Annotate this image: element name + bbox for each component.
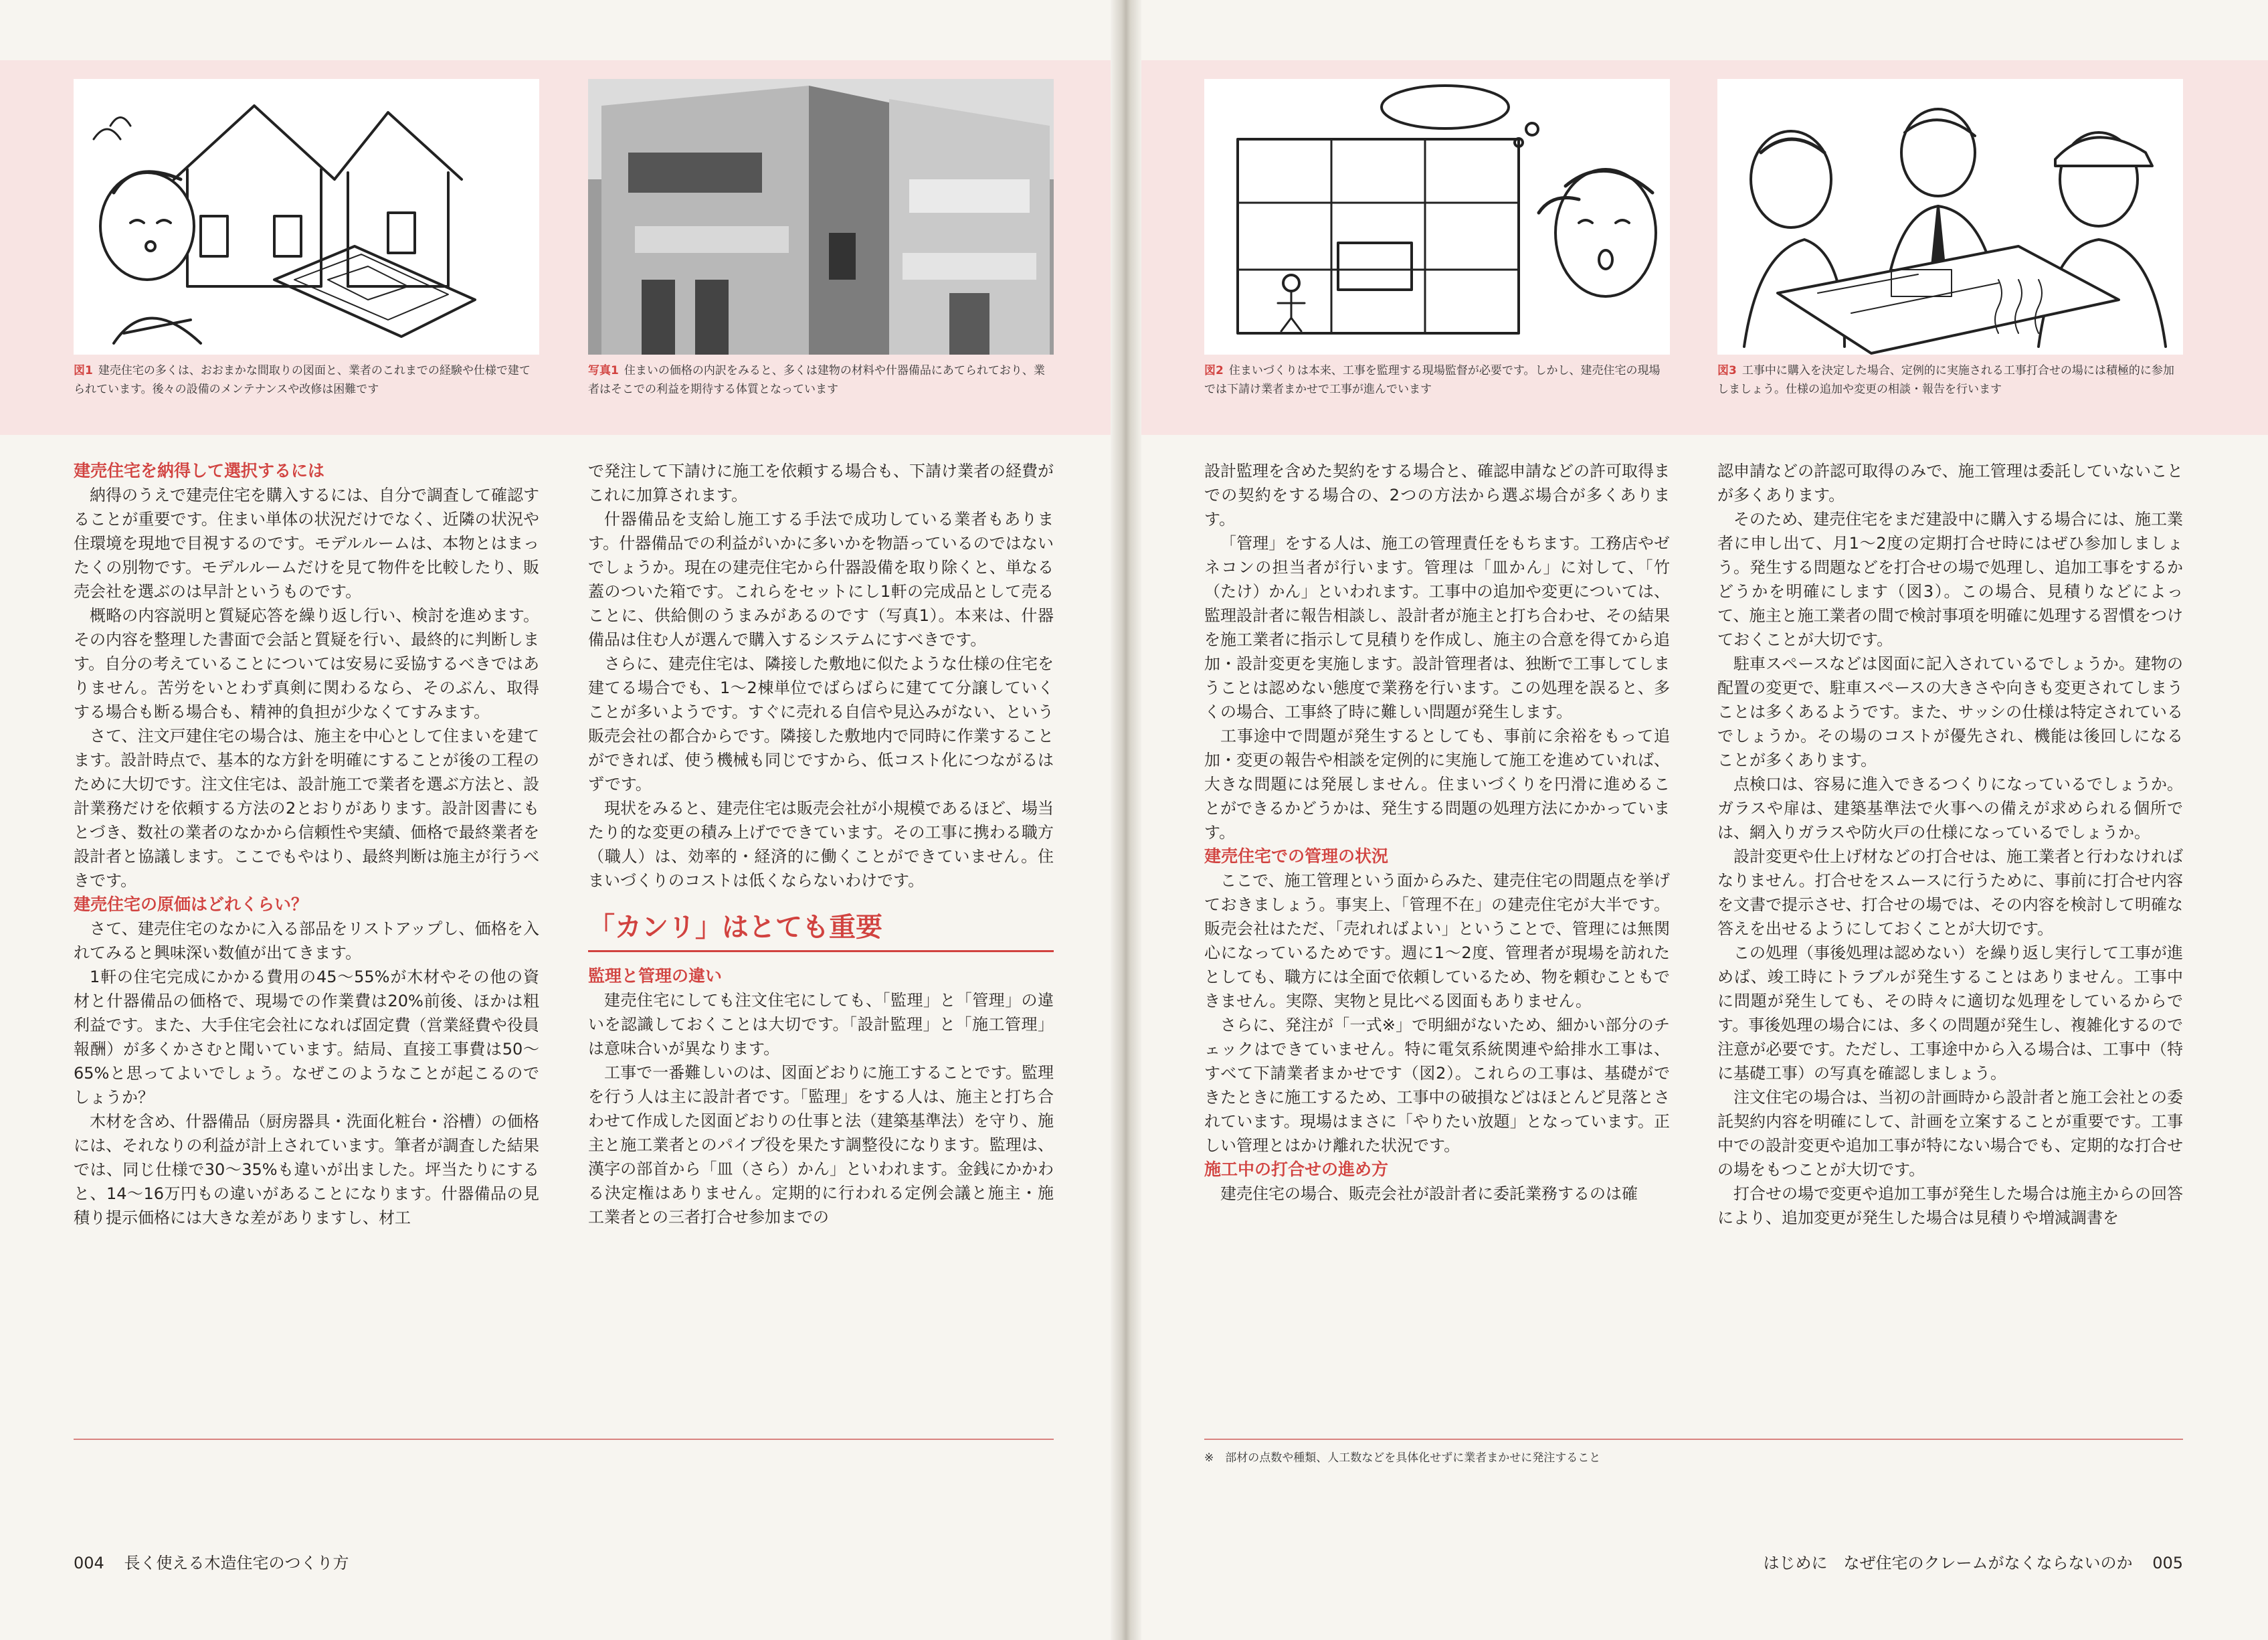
photo-1-houses — [588, 79, 1054, 355]
section-heading: 施工中の打合せの進め方 — [1204, 1160, 1389, 1179]
figure-3-illustration — [1717, 79, 2183, 355]
caption-text: 建売住宅の多くは、おおまかな間取りの図面と、業者のこれまでの経験や仕様で建てられています。後々の設備のメンテナンスや改修は困難です — [74, 364, 531, 396]
caption-figure-1 — [74, 361, 539, 399]
paragraph: 注文住宅の場合は、当初の計画時から設計者と施工会社との委託契約内容を明確にして、計画を立案することが重要です。工事中での設計変更や追加工事が特にない場合でも、定期的な打合せの場をもつことが大切です。 — [1717, 1088, 2183, 1179]
text-column-1 — [74, 459, 539, 1230]
paragraph: ここで、施工管理という面からみた、建売住宅の問題点を挙げておきましょう。事実上、「管理不在」の建売住宅が大半です。販売会社はただ、「売れればよい」ということで、管理には無関心になっているためです。週に1〜2度、管理者が現場を訪れたとしても、職方には全面で依頼しているため、物を頼むこともできません。実際、実物と見比べる図面もありません。 — [1204, 871, 1670, 1010]
section-heading: 建売住宅を納得して選択するには — [74, 461, 325, 480]
caption-figure-3 — [1717, 361, 2183, 399]
page-folio-left — [74, 1550, 349, 1573]
paragraph: 1軒の住宅完成にかかる費用の45〜55%が木材やその他の資材と什器備品の価格で、現場での作業費は20%前後、ほかは粗利益です。また、大手住宅会社になれば固定費（営業経費や役員報酬）が多くかさむと聞いています。結局、直接工事費は50〜65%と思ってよいでしょう。なぜこのようなことが起こるのでしょうか？ — [74, 968, 539, 1107]
paragraph: 納得のうえで建売住宅を購入するには、自分で調査して確認することが重要です。住まい単体の状況だけでなく、近隣の状況や住環境を現地で目視するのです。モデルルームは、本物とはまったくの別物です。モデルルームだけを見て物件を比較したり、販売会社を選ぶのは早計というものです。 — [74, 486, 539, 601]
paragraph: 建売住宅にしても注文住宅にしても、「監理」と「管理」の違いを認識しておくことは大切です。「設計監理」と「施工管理」は意味合いが異なります。 — [588, 991, 1054, 1058]
caption-figure-2 — [1204, 361, 1670, 399]
caption-label: 図3 — [1717, 364, 1737, 377]
caption-label: 図1 — [74, 364, 93, 377]
paragraph: 概略の内容説明と質疑応答を繰り返し行い、検討を進めます。その内容を整理した書面で会話と質疑を行い、最終的に判断します。自分の考えていることについては安易に妥協するべきではありません。苦労をいとわず真剣に関わるなら、そのぶん、取得する場合も断る場合も、精神的負担が少なくてすみます。 — [74, 606, 539, 721]
paragraph: 建売住宅の場合、販売会社が設計者に委託業務するのは確 — [1220, 1184, 1638, 1203]
caption-label: 図2 — [1204, 364, 1224, 377]
paragraph: 認申請などの許認可取得のみで、施工管理は委託していないことが多くあります。 — [1717, 462, 2183, 505]
text-column-2 — [588, 459, 1054, 1229]
caption-photo-1 — [588, 361, 1054, 399]
figure-1-illustration — [74, 79, 539, 355]
book-spine — [1111, 0, 1141, 1640]
paragraph: そのため、建売住宅をまだ建設中に購入する場合には、施工業者に申し出て、月1〜2度の定期打合せ時にはぜひ参加しましょう。発生する問題などを打合せの場で処理し、追加工事をするかどうかを明確にします（図3）。この場合、見積りなどによって、施主と施工業者の間で検討事項を明確に処理する習慣をつけておくことが大切です。 — [1717, 510, 2183, 649]
caption-text: 工事中に購入を決定した場合、定例的に実施される工事打合せの場には積極的に参加しましょう。仕様の追加や変更の相談・報告を行います — [1717, 364, 2174, 396]
paragraph: 工事途中で問題が発生するとしても、事前に余裕をもって追加・変更の報告や相談を定例的に実施して施工を進めていれば、大きな問題には発展しません。住まいづくりを円滑に進めることができるかどうかは、発生する問題の処理方法にかかっています。 — [1204, 727, 1670, 842]
paragraph: 「管理」をする人は、施工の管理責任をもちます。工務店やゼネコンの担当者が行います。管理は「皿かん」に対して、「竹（たけ）かん」といわれます。工事中の追加や変更については、監理設計者に報告相談し、設計者が施主と打ち合わせ、その結果を施工業者に指示して見積りを作成し、施主の合意を得てから追加・設計変更を実施します。設計管理者は、独断で工事してしまうことは認めない態度で業務を行います。この処理を誤ると、多くの場合、工事終了時に難しい問題が発生します。 — [1204, 534, 1670, 721]
text-column-4 — [1717, 459, 2183, 1230]
paragraph: 設計監理を含めた契約をする場合と、確認申請などの許可取得までの契約をする場合の、2つの方法から選ぶ場合が多くあります。 — [1204, 462, 1670, 529]
paragraph: 設計変更や仕上げ材などの打合せは、施工業者と行わなければなりません。打合せをスムースに行うために、事前に打合せ内容を文書で提示させ、打合せの場では、その内容を検討して明確な答えを出せるようにしておくことが大切です。 — [1717, 847, 2183, 938]
caption-text: 住まいづくりは本来、工事を監理する現場監督が必要です。しかし、建売住宅の現場では下請け業者まかせで工事が進んでいます — [1204, 364, 1661, 396]
caption-text: 住まいの価格の内訳をみると、多くは建物の材料や什器備品にあてられており、業者はそこでの利益を期待する体質となっています — [588, 364, 1045, 396]
paragraph: さらに、建売住宅は、隣接した敷地に似たような仕様の住宅を建てる場合でも、1〜2棟単位でばらばらに建てて分譲していくことが多いようです。すぐに売れる自信や見込みがない、という販売会社の都合からです。隣接した敷地内で同時に作業することができれば、使う機械も同じですから、低コスト化につながるはずです。 — [588, 654, 1054, 794]
page-number: 005 — [2152, 1554, 2183, 1572]
paragraph: 現状をみると、建売住宅は販売会社が小規模であるほど、場当たり的な変更の積み上げでできています。その工事に携わる職方（職人）は、効率的・経済的に働くことができていません。住まいづくりのコストは低くならないわけです。 — [588, 799, 1054, 890]
figure-2-illustration — [1204, 79, 1670, 355]
paragraph: さて、注文戸建住宅の場合は、施主を中心として住まいを建てます。設計時点で、基本的な方針を明確にすることが後の工程のために大切です。注文住宅は、設計施工で業者を選ぶ方法と、設計業務だけを依頼する方法の2とおりがあります。設計図書にもとづき、数社の業者のなかから信頼性や実績、価格で最終業者を設計者と協議します。ここでもやはり、最終判断は施主が行うべきです。 — [74, 727, 539, 890]
paragraph: 木材を含め、什器備品（厨房器具・洗面化粧台・浴槽）の価格には、それなりの利益が計上されています。筆者が調査した結果では、同じ仕様で30〜35%も違いが出ました。坪当たりにすると、14〜16万円もの違いがあることになります。什器備品の見積り提示価格には大きな差がありますし、材工 — [74, 1112, 539, 1227]
footer-rule-left — [74, 1439, 1054, 1440]
page-number: 004 — [74, 1554, 104, 1572]
text-column-3 — [1204, 459, 1670, 1206]
section-heading: 建売住宅での管理の状況 — [1204, 846, 1389, 866]
paragraph: 点検口は、容易に進入できるつくりになっているでしょうか。ガラスや扉は、建築基準法で火事への備えが求められる個所では、網入りガラスや防火戸の仕様になっているでしょうか。 — [1717, 775, 2183, 842]
paragraph: 駐車スペースなどは図面に記入されているでしょうか。建物の配置の変更で、駐車スペースの大きさや向きも変更されてしまうことは多くあるようです。また、サッシの仕様は特定されているでしょうか。その場のコストが優先され、機能は後回しになることが多くあります。 — [1717, 654, 2183, 769]
section-heading: 建売住宅の原価はどれくらい？ — [74, 895, 308, 914]
running-title: はじめに なぜ住宅のクレームがなくならないのか — [1763, 1554, 2133, 1572]
paragraph: この処理（事後処理は認めない）を繰り返し実行して工事が進めば、竣工時にトラブルが発生することはありません。工事中に問題が発生しても、その時々に適切な処理をしているからです。事後処理の場合には、多くの問題が発生し、複雑化するので注意が必要です。ただし、工事途中から入る場合は、工事中（特に基礎工事）の写真を確認しましょう。 — [1717, 943, 2183, 1083]
paragraph: さらに、発注が「一式※」で明細がないため、細かい部分のチェックはできていません。特に電気系統関連や給排水工事は、すべて下請業者まかせです（図2）。これらの工事は、基礎ができたときに施工するため、工事中の破損などはほとんど見落とされています。現場はまさに「やりたい放題」となっています。正しい管理とはかけ離れた状況です。 — [1204, 1016, 1670, 1155]
paragraph: 什器備品を支給し施工する手法で成功している業者もあります。什器備品での利益がいかに多いかを物語っているのではないでしょうか。現在の建売住宅から什器設備を取り除くと、単なる蓋のついた箱です。これらをセットにし1軒の完成品として売ることに、供給側のうまみがあるのです（写真1）。本来は、什器備品は住む人が選んで購入するシステムにすべきです。 — [588, 510, 1054, 649]
paragraph: 打合せの場で変更や追加工事が発生した場合は施主からの回答により、追加変更が発生した場合は見積りや増減調書を — [1717, 1184, 2183, 1227]
section-heading: 監理と管理の違い — [588, 966, 723, 986]
paragraph: さて、建売住宅のなかに入る部品をリストアップし、価格を入れてみると興味深い数値が出てきます。 — [74, 919, 539, 962]
caption-label: 写真1 — [588, 364, 619, 377]
footnote: ※ 部材の点数や種類、人工数などを具体化せずに業者まかせに発注すること — [1204, 1451, 1601, 1465]
chapter-heading: 「カンリ」はとても重要 — [588, 907, 1054, 952]
paragraph: 工事で一番難しいのは、図面どおりに施工することです。監理を行う人は主に設計者です。「監理」をする人は、施主と打ち合わせて作成した図面どおりの仕事と法（建築基準法）を守り、施主と施工業者とのパイプ役を果たす調整役になります。監理は、漢字の部首から「皿（さら）かん」といわれます。金銭にかかわる決定権はありません。定期的に行われる定例会議と施主・施工業者との三者打合せ参加までの — [588, 1063, 1054, 1226]
running-title: 長く使える木造住宅のつくり方 — [124, 1554, 349, 1572]
paragraph: で発注して下請けに施工を依頼する場合も、下請け業者の経費がこれに加算されます。 — [588, 462, 1054, 505]
footer-rule-right — [1204, 1439, 2183, 1440]
page-folio-right — [1764, 1550, 2183, 1573]
